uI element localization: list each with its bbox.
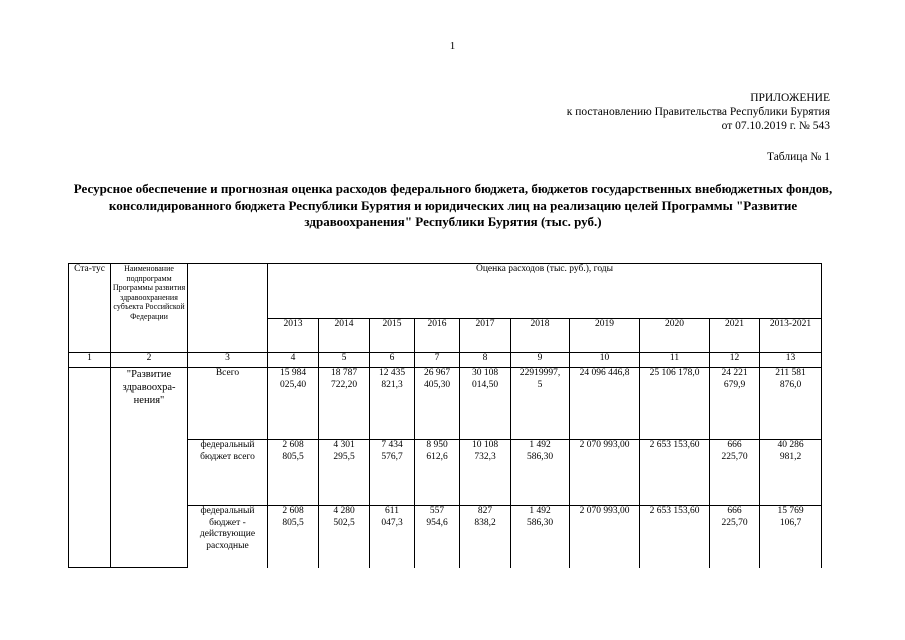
appendix-line1: ПРИЛОЖЕНИЕ xyxy=(750,92,830,104)
value-cell xyxy=(268,506,319,568)
value-part: 586,30 xyxy=(526,517,554,528)
value-part: 24 096 446,8 xyxy=(579,368,630,378)
column-number: 4 xyxy=(268,353,319,368)
header-year: 2013 xyxy=(268,319,319,353)
value-cell xyxy=(710,440,760,506)
column-number: 9 xyxy=(511,353,570,368)
value-cell xyxy=(370,440,415,506)
value-part: 295,5 xyxy=(333,451,355,462)
header-year: 2018 xyxy=(511,319,570,353)
value-cell xyxy=(640,506,710,568)
value-part: 225,70 xyxy=(721,451,748,462)
column-number: 3 xyxy=(188,353,268,368)
column-number: 2 xyxy=(111,353,188,368)
header-estimate: Оценка расходов (тыс. руб.), годы xyxy=(268,264,822,319)
value-part: 611 xyxy=(385,506,399,516)
value-part: 2 070 993,00 xyxy=(579,440,630,450)
row-label: федеральный бюджет всего xyxy=(188,440,268,506)
column-number: 8 xyxy=(460,353,511,368)
column-number: 1 xyxy=(69,353,111,368)
column-number: 6 xyxy=(370,353,415,368)
column-numbers-row xyxy=(69,353,822,368)
value-cell xyxy=(268,440,319,506)
value-cell xyxy=(319,368,370,440)
value-part: 666 xyxy=(727,506,742,516)
value-part: 7 434 xyxy=(381,440,403,450)
value-cell xyxy=(319,506,370,568)
value-part: 2 070 993,00 xyxy=(579,506,630,516)
value-part: 732,3 xyxy=(474,451,496,462)
appendix-line3: от 07.10.2019 г. № 543 xyxy=(721,120,830,132)
value-cell xyxy=(511,506,570,568)
value-part: 4 280 xyxy=(333,506,355,516)
value-part: 722,20 xyxy=(330,379,358,390)
value-cell xyxy=(460,440,511,506)
value-part: 612,6 xyxy=(426,451,448,462)
value-part: 18 787 xyxy=(330,368,358,378)
table-label: Таблица № 1 xyxy=(766,151,830,163)
value-cell xyxy=(570,440,640,506)
header-year: 2016 xyxy=(415,319,460,353)
value-cell xyxy=(570,506,640,568)
column-number: 11 xyxy=(640,353,710,368)
value-part: 576,7 xyxy=(381,451,403,462)
value-part: 40 286 xyxy=(777,440,804,450)
value-cell xyxy=(570,368,640,440)
value-cell xyxy=(710,506,760,568)
value-part: 2 653 153,60 xyxy=(649,440,700,450)
value-part: 24 221 xyxy=(721,368,748,378)
value-cell xyxy=(710,368,760,440)
value-part: 025,40 xyxy=(279,379,307,390)
header-subprogram: Наименование подпрограмм Программы развития здравоохранения субъекта Российской Федерации xyxy=(111,264,188,353)
header-year: 2017 xyxy=(460,319,511,353)
value-cell xyxy=(460,368,511,440)
value-cell xyxy=(460,506,511,568)
header-year: 2015 xyxy=(370,319,415,353)
value-part: 8 950 xyxy=(426,440,448,450)
header-year: 2021 xyxy=(710,319,760,353)
value-cell xyxy=(760,368,822,440)
column-number: 10 xyxy=(570,353,640,368)
row-label: Всего xyxy=(188,368,268,440)
value-part: 211 581 xyxy=(775,368,806,378)
page-number: 1 xyxy=(449,40,456,52)
status-cell xyxy=(69,368,111,568)
value-part: 679,9 xyxy=(723,379,746,390)
value-part: 26 967 xyxy=(423,368,451,378)
header-year: 2020 xyxy=(640,319,710,353)
value-part: 954,6 xyxy=(426,517,448,528)
value-cell xyxy=(415,440,460,506)
value-cell xyxy=(760,506,822,568)
value-cell xyxy=(370,506,415,568)
column-number: 5 xyxy=(319,353,370,368)
value-cell xyxy=(415,368,460,440)
value-part: 827 xyxy=(477,506,493,516)
header-status: Ста-тус xyxy=(69,264,111,353)
value-cell xyxy=(415,506,460,568)
value-part: 2 608 xyxy=(282,440,304,450)
value-cell xyxy=(511,368,570,440)
value-part: 666 xyxy=(727,440,742,450)
value-part: 586,30 xyxy=(526,451,554,462)
value-part: 838,2 xyxy=(474,517,496,528)
value-part: 12 435 xyxy=(378,368,406,378)
document-title: Ресурсное обеспечение и прогнозная оценка расходов федерального бюджета, бюджетов государственных внебюджетных фондов, консолидированного бюджета Республики Бурятия и юридических лиц на реализацию целей Программы "Развитие здравоохранения" Республики Бурятия (тыс. руб.) xyxy=(73,181,833,229)
header-blank xyxy=(188,264,268,353)
value-cell xyxy=(268,368,319,440)
value-part: 502,5 xyxy=(333,517,355,528)
header-year: 2019 xyxy=(570,319,640,353)
column-number: 12 xyxy=(710,353,760,368)
value-cell xyxy=(760,440,822,506)
value-cell xyxy=(319,440,370,506)
value-part: 405,30 xyxy=(423,379,451,390)
value-part: 4 301 xyxy=(333,440,355,450)
column-number: 7 xyxy=(415,353,460,368)
value-cell xyxy=(640,440,710,506)
table-row xyxy=(69,368,822,440)
value-part: 10 108 xyxy=(471,440,499,450)
value-part: 2 608 xyxy=(282,506,304,516)
value-part: 805,5 xyxy=(282,451,304,462)
header-year: 2014 xyxy=(319,319,370,353)
value-part: 30 108 xyxy=(471,368,499,378)
program-name: "Развитие здравоохра-нения" xyxy=(111,368,188,568)
column-number: 13 xyxy=(760,353,822,368)
appendix-line2: к постановлению Правительства Республики Бурятия xyxy=(566,106,830,118)
value-part: 25 106 178,0 xyxy=(649,368,700,378)
budget-table xyxy=(68,263,822,568)
value-part: 557 xyxy=(429,506,445,516)
value-part: 981,2 xyxy=(779,451,802,462)
header-year: 2013-2021 xyxy=(760,319,822,353)
value-cell xyxy=(511,440,570,506)
value-part: 1 492 xyxy=(529,440,551,450)
value-cell xyxy=(640,368,710,440)
value-part: 1 492 xyxy=(529,506,551,516)
value-part: 014,50 xyxy=(471,379,499,390)
value-part: 047,3 xyxy=(381,517,403,528)
value-part: 821,3 xyxy=(381,379,403,390)
value-part: 15 984 xyxy=(279,368,307,378)
appendix-block xyxy=(567,91,830,133)
value-part: 22919997, xyxy=(519,368,561,378)
row-label: федеральный бюджет - действующие расходные xyxy=(188,506,268,568)
value-part: 15 769 xyxy=(777,506,804,516)
value-part: 876,0 xyxy=(779,379,802,390)
value-part: 225,70 xyxy=(721,517,748,528)
value-part: 5 xyxy=(537,379,543,390)
value-cell xyxy=(370,368,415,440)
value-part: 805,5 xyxy=(282,517,304,528)
value-part: 2 653 153,60 xyxy=(649,506,700,516)
value-part: 106,7 xyxy=(779,517,802,528)
